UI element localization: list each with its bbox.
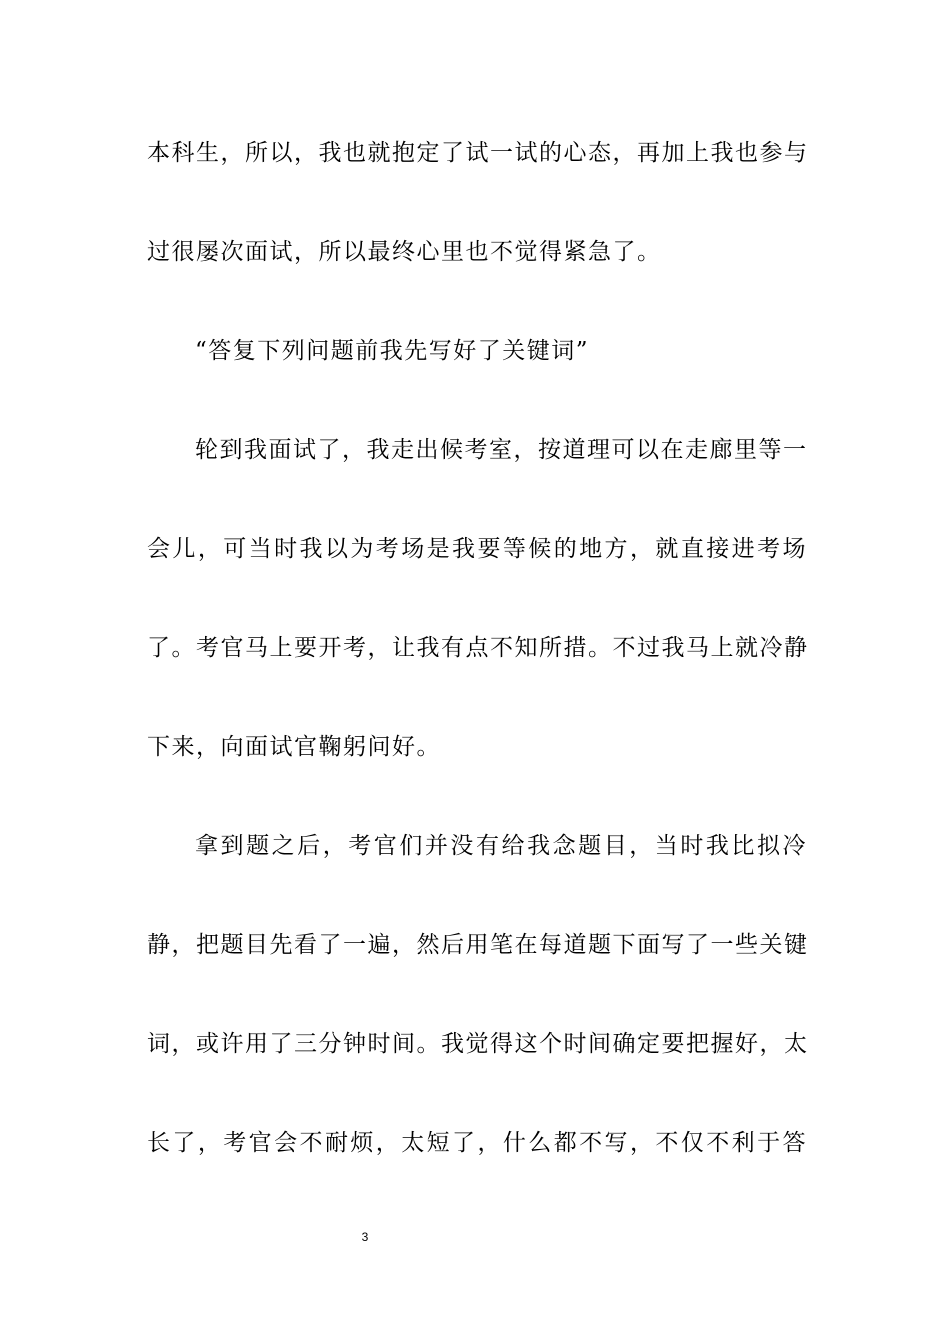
paragraph-line-4: 会儿，可当时我以为考场是我要等候的地方，就直接进考场	[147, 536, 807, 562]
paragraph-line-5: 了。考官马上要开考，让我有点不知所措。不过我马上就冷静	[147, 635, 809, 661]
page-number: 3	[361, 1230, 369, 1244]
paragraph-line-8: 静，把题目先看了一遍，然后用笔在每道题下面写了一些关键	[147, 932, 809, 958]
paragraph-line-3: 轮到我面试了，我走出候考室，按道理可以在走廊里等一	[195, 437, 808, 463]
paragraph-line-1: 本科生，所以，我也就抱定了试一试的心态，再加上我也参与	[147, 140, 809, 166]
paragraph-line-6: 下来，向面试官鞠躬问好。	[147, 734, 441, 760]
paragraph-line-10: 长了，考官会不耐烦，太短了，什么都不写，不仅不利于答	[147, 1130, 807, 1156]
paragraph-line-2: 过很屡次面试，所以最终心里也不觉得紧急了。	[147, 239, 662, 265]
paragraph-line-9: 词，或许用了三分钟时间。我觉得这个时间确定要把握好，太	[147, 1031, 809, 1057]
paragraph-line-7: 拿到题之后，考官们并没有给我念题目，当时我比拟冷	[195, 833, 807, 859]
section-heading-quote: “答复下列问题前我先写好了关键词”	[195, 338, 590, 364]
